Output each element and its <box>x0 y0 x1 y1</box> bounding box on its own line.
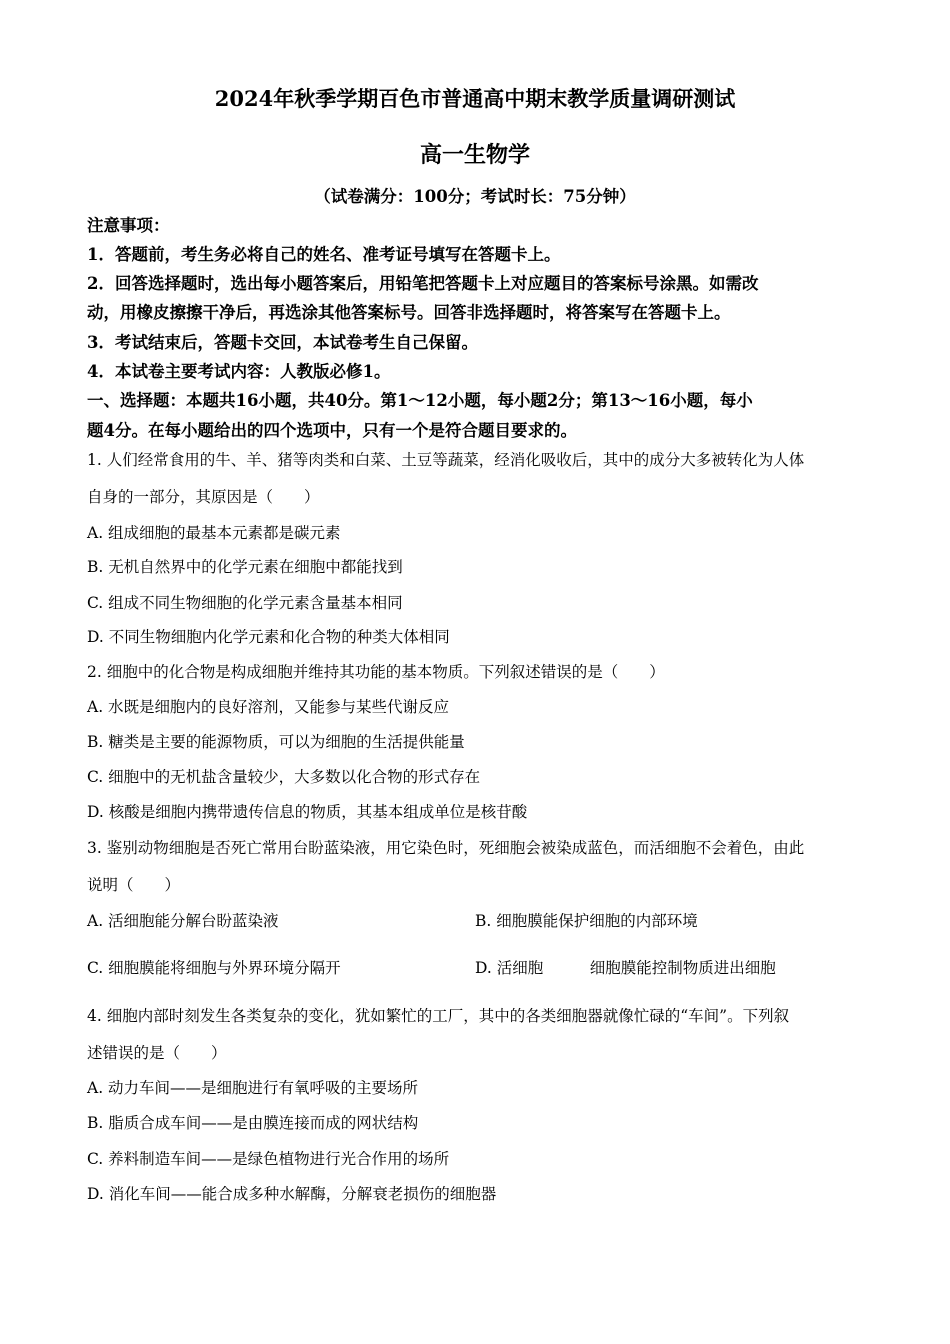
notice-item-2-line-2: 动，用橡皮擦擦干净后，再选涂其他答案标号。回答非选择题时，将答案写在答题卡上。 <box>87 303 731 322</box>
question-3-option-b: B. 细胞膜能保护细胞的内部环境 <box>475 912 698 930</box>
question-2-option-b: B. 糖类是主要的能源物质，可以为细胞的生活提供能量 <box>87 733 465 751</box>
question-1-option-d: D. 不同生物细胞内化学元素和化合物的种类大体相同 <box>87 628 450 646</box>
exam-title: 2024年秋季学期百色市普通高中期末教学质量调研测试 <box>214 86 736 111</box>
question-1-stem-line-2: 自身的一部分，其原因是（ ） <box>87 488 320 506</box>
question-1-option-b: B. 无机自然界中的化学元素在细胞中都能找到 <box>87 558 403 576</box>
question-2-option-a: A. 水既是细胞内的良好溶剂，又能参与某些代谢反应 <box>87 698 450 716</box>
question-3-stem-line-1: 3. 鉴别动物细胞是否死亡常用台盼蓝染液，用它染色时，死细胞会被染成蓝色，而活细胞不会着色，由此 <box>87 839 805 857</box>
section-heading-line-1: 一、选择题：本题共16小题，共40分。第1～12小题，每小题2分；第13～16小题，每小 <box>87 391 753 410</box>
question-2-stem: 2. 细胞中的化合物是构成细胞并维持其功能的基本物质。下列叙述错误的是（ ） <box>87 663 665 681</box>
question-2-option-c: C. 细胞中的无机盐含量较少，大多数以化合物的形式存在 <box>87 768 481 786</box>
exam-info: （试卷满分：100分；考试时长：75分钟） <box>314 187 636 206</box>
question-1-option-c: C. 组成不同生物细胞的化学元素含量基本相同 <box>87 594 403 612</box>
question-1-option-a: A. 组成细胞的最基本元素都是碳元素 <box>87 524 341 542</box>
question-4-stem-line-2: 述错误的是（ ） <box>87 1044 227 1062</box>
notice-item-3: 3．考试结束后，答题卡交回，本试卷考生自己保留。 <box>87 333 478 352</box>
question-4-option-d: D. 消化车间——能合成多种水解酶，分解衰老损伤的细胞器 <box>87 1185 497 1203</box>
question-3-option-d: D. 活细胞 细胞膜能控制物质进出细胞 <box>475 959 776 977</box>
question-4-option-a: A. 动力车间——是细胞进行有氧呼吸的主要场所 <box>87 1079 419 1097</box>
question-3-option-c: C. 细胞膜能将细胞与外界环境分隔开 <box>87 959 341 977</box>
question-1-stem-line-1: 1. 人们经常食用的牛、羊、猪等肉类和白菜、土豆等蔬菜，经消化吸收后，其中的成分大多被转化为人体 <box>87 451 805 469</box>
notice-item-2-line-1: 2．回答选择题时，选出每小题答案后，用铅笔把答题卡上对应题目的答案标号涂黑。如需改 <box>87 274 759 293</box>
subject-title: 高一生物学 <box>419 142 530 168</box>
question-3-option-a: A. 活细胞能分解台盼蓝染液 <box>87 912 279 930</box>
question-4-option-c: C. 养料制造车间——是绿色植物进行光合作用的场所 <box>87 1150 450 1168</box>
notice-item-4: 4．本试卷主要考试内容：人教版必修1。 <box>87 362 391 381</box>
notice-heading: 注意事项： <box>87 216 170 235</box>
question-2-option-d: D. 核酸是细胞内携带遗传信息的物质，其基本组成单位是核苷酸 <box>87 803 528 821</box>
question-3-stem-line-2: 说明（ ） <box>87 876 181 894</box>
question-4-option-b: B. 脂质合成车间——是由膜连接而成的网状结构 <box>87 1114 419 1132</box>
question-4-stem-line-1: 4. 细胞内部时刻发生各类复杂的变化，犹如繁忙的工厂，其中的各类细胞器就像忙碌的“车间”。下列叙 <box>87 1007 790 1025</box>
section-heading-line-2: 题4分。在每小题给出的四个选项中，只有一个是符合题目要求的。 <box>87 421 577 440</box>
notice-item-1: 1．答题前，考生务必将自己的姓名、准考证号填写在答题卡上。 <box>87 245 561 264</box>
